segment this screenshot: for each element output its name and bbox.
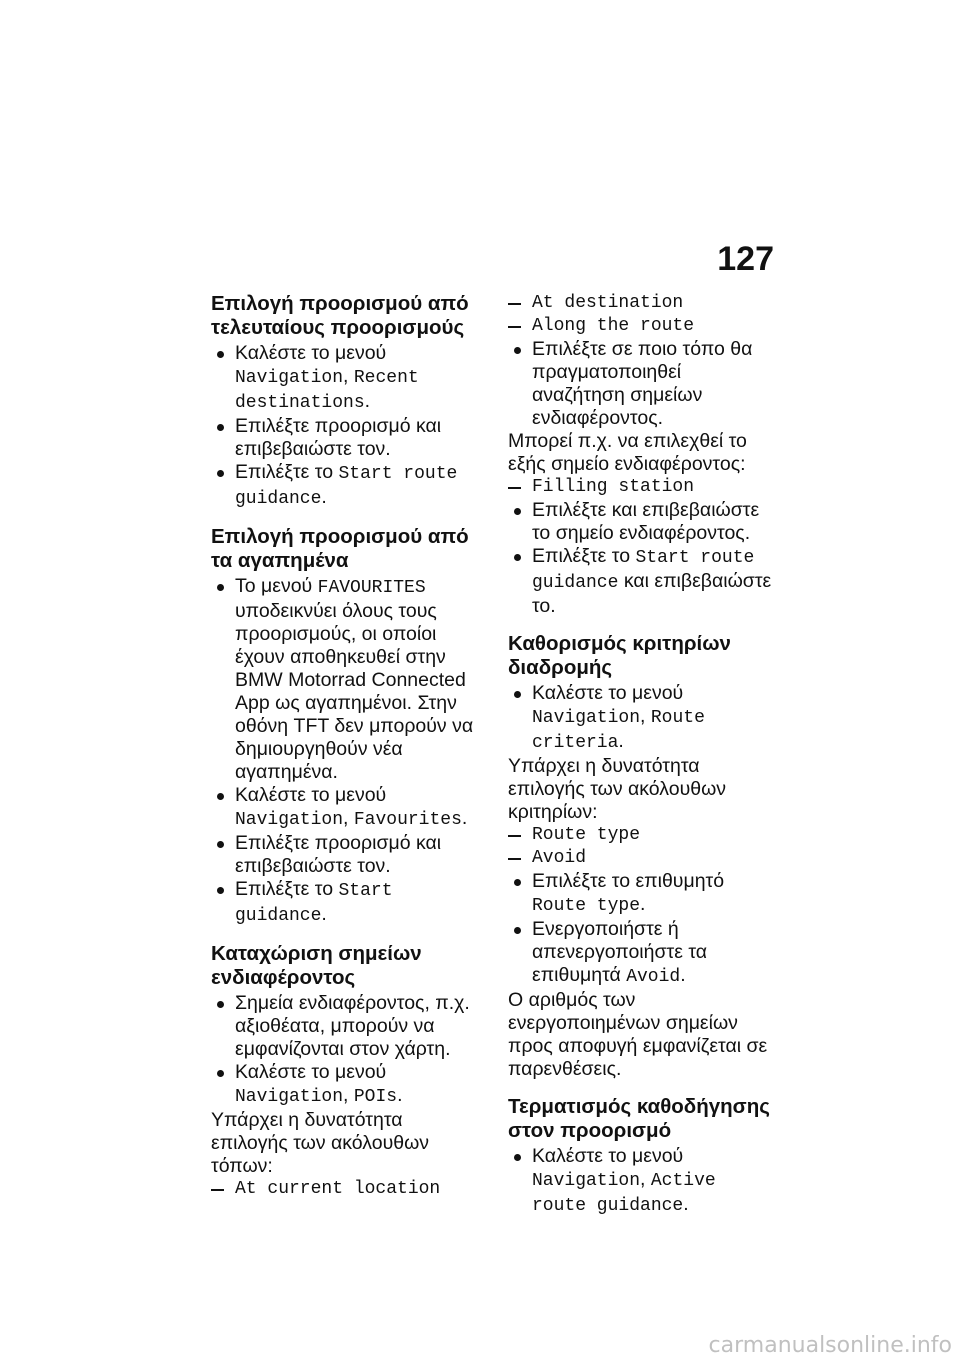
list-item: Επιλέξτε το Start guidance.: [211, 878, 479, 928]
right-column: [508, 292, 776, 1218]
section-title-end-guidance: Τερματισμός καθοδήγησης στον προορισμό: [508, 1095, 770, 1142]
dash-item: Filling station: [508, 476, 776, 499]
list-item: Επιλέξτε το Start route guidance.: [211, 461, 479, 511]
dash-item: Avoid: [508, 847, 776, 870]
list-item: Ενεργοποιήστε ή απενεργοποιήστε τα επιθυμητά Avoid.: [508, 918, 776, 989]
list-item: Επιλέξτε σε ποιο τόπο θα πραγματοποιηθεί αναζήτηση σημείων ενδιαφέροντος.: [508, 338, 776, 430]
list-item: Καλέστε το μενού Navigation, Recent destinations.: [211, 342, 479, 415]
dash-item: Along the route: [508, 315, 776, 338]
dash-item: At current location: [211, 1178, 479, 1201]
section-title-points-of-interest: Καταχώριση σημείων ενδιαφέροντος: [211, 942, 422, 989]
list-item: Καλέστε το μενού Navigation, Favourites.: [211, 784, 479, 832]
paragraph: Ο αριθμός των ενεργοποιημένων σημείων προς αποφυγή εμφανίζεται σε παρενθέσεις.: [508, 989, 768, 1080]
paragraph: Μπορεί π.χ. να επιλεχθεί το εξής σημείο ενδιαφέροντος:: [508, 430, 747, 475]
page-number: 127: [717, 240, 774, 278]
left-column: [211, 292, 479, 1201]
list-item: Επιλέξτε το επιθυμητό Route type.: [508, 870, 776, 918]
list-item: Το μενού FAVOURITES υποδεικνύει όλους τους προορισμούς, οι οποίοι έχουν αποθηκευθεί στην BMW Motorrad Connected App ως αγαπημένοι. Στην οθόνη TFT δεν μπορούν να δημιουργηθούν νέα αγαπημένα.: [211, 575, 479, 784]
dash-item: Route type: [508, 824, 776, 847]
list-item: Καλέστε το μενού Navigation, POIs.: [211, 1061, 479, 1109]
list-item: Επιλέξτε προορισμό και επιβεβαιώστε τον.: [211, 832, 479, 878]
list-item: Καλέστε το μενού Navigation, Route criteria.: [508, 682, 776, 755]
list-item: Σημεία ενδιαφέροντος, π.χ. αξιοθέατα, μπορούν να εμφανίζονται στον χάρτη.: [211, 992, 479, 1061]
paragraph: Υπάρχει η δυνατότητα επιλογής των ακόλουθων κριτηρίων:: [508, 755, 727, 823]
list-item: Επιλέξτε και επιβεβαιώστε το σημείο ενδιαφέροντος.: [508, 499, 776, 545]
list-item: Καλέστε το μενού Navigation, Active route guidance.: [508, 1145, 776, 1218]
dash-item: At destination: [508, 292, 776, 315]
list-item: Επιλέξτε το Start route guidance και επιβεβαιώστε το.: [508, 545, 776, 618]
list-item: Επιλέξτε προορισμό και επιβεβαιώστε τον.: [211, 415, 479, 461]
paragraph: Υπάρχει η δυνατότητα επιλογής των ακόλουθων τόπων:: [211, 1109, 430, 1177]
section-title-favourites: Επιλογή προορισμού από τα αγαπημένα: [211, 525, 469, 572]
section-title-route-criteria: Καθορισμός κριτηρίων διαδρομής: [508, 632, 731, 679]
section-title-recent-destinations: Επιλογή προορισμού από τελευταίους προορισμούς: [211, 292, 469, 339]
watermark-footer: carmanualsonline.info: [708, 1333, 952, 1358]
